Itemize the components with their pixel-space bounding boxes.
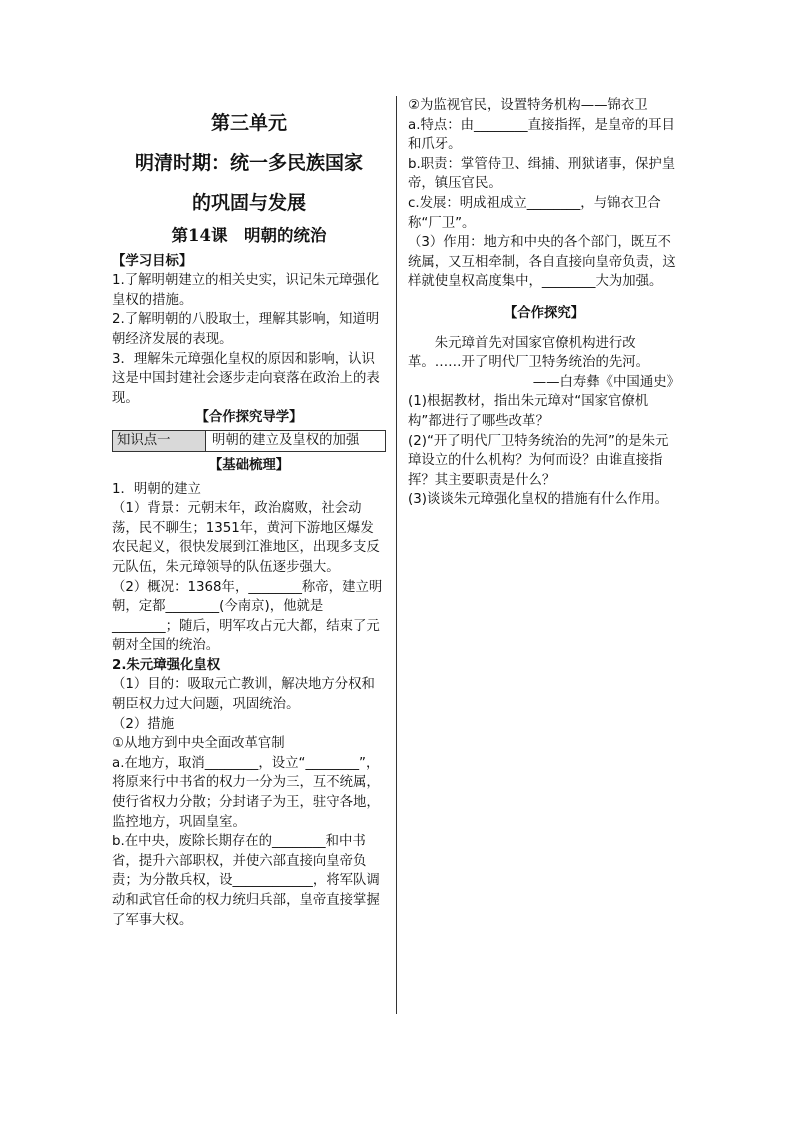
left-column [112, 96, 386, 930]
body-paragraph: 1．明朝的建立 [112, 481, 201, 497]
explore-question: (3)谈谈朱元璋强化皇权的措施有什么作用。 [408, 492, 668, 508]
goal-item: 3．理解朱元璋强化皇权的原因和影响，认识这是中国封建社会逐步走向衰落在政治上的表现。 [112, 351, 380, 406]
goals-heading: 【学习目标】 [112, 253, 193, 269]
lesson-title: 第14课 明朝的统治 [171, 226, 327, 245]
body-paragraph: （2）措施 [112, 716, 175, 732]
body-paragraph: （3）作用：地方和中央的各个部门，既互不统属，又互相牵制，各自直接向皇帝负责，这样就使皇权高度集中，________大为加强。 [408, 235, 676, 290]
main-title-line1: 明清时期：统一多民族国家 [134, 152, 363, 174]
body-paragraph: 2.朱元璋强化皇权 [112, 657, 221, 673]
unit-title: 第三单元 [210, 112, 287, 134]
body-paragraph: a.特点：由________直接指挥，是皇帝的耳目和爪牙。 [408, 117, 675, 153]
explore-question: (2)“开了明代厂卫特务统治的先河”的是朱元璋设立的什么机构？为何而设？由谁直接指挥？其主要职责是什么？ [408, 433, 669, 488]
guide-heading: 【合作探究导学】 [195, 410, 303, 426]
knowledge-point-text: 明朝的建立及皇权的加强 [212, 433, 360, 449]
explore-question: (1)根据教材，指出朱元璋对“国家官僚机构”都进行了哪些改革？ [408, 394, 649, 429]
explore-source: ——白寿彝《中国通史》 [532, 374, 680, 390]
knowledge-point-tag: 知识点一 [113, 431, 206, 451]
basics-heading: 【基础梳理】 [208, 457, 290, 473]
body-paragraph: ②为监视官民，设置特务机构——锦衣卫 [408, 98, 648, 113]
body-paragraph: （1）目的：吸取元亡教训，解决地方分权和朝臣权力过大问题，巩固统治。 [112, 677, 375, 713]
body-paragraph: （2）概况：1368年，________称帝，建立明朝，定都________(今南京)，他就是________；随后，明军攻占元大都，结束了元朝对全国的统治。 [112, 579, 383, 654]
column-divider [396, 96, 397, 1014]
right-column [408, 96, 680, 510]
body-paragraph: b.在中央，废除长期存在的________和中书省，提升六部职权，并使六部直接向皇帝负责；为分散兵权，设____________，将军队调动和武官任命的权力统归兵部，皇帝直接掌握了军事大权。 [112, 834, 380, 928]
body-paragraph: c.发展：明成祖成立________，与锦衣卫合称“厂卫”。 [408, 195, 661, 231]
main-title-line2: 的巩固与发展 [191, 192, 306, 214]
goal-item: 2.了解明朝的八股取士，理解其影响，知道明朝经济发展的表现。 [112, 312, 380, 347]
body-paragraph: ①从地方到中央全面改革官制 [112, 736, 285, 752]
body-paragraph: b.职责：掌管侍卫、缉捕、刑狱诸事，保护皇帝，镇压官民。 [408, 156, 676, 192]
goal-item: 1.了解明朝建立的相关史实，识记朱元璋强化皇权的措施。 [112, 273, 380, 308]
body-paragraph: a.在地方，取消________，设立“________”，将原来行中书省的权力一分为三，互不统属，使行省权力分散；分封诸子为王，驻守各地，监控地方，巩固皇室。 [112, 755, 380, 830]
explore-heading: 【合作探究】 [503, 305, 585, 321]
body-paragraph: （1）背景：元朝末年，政治腐败，社会动荡，民不聊生；1351年，黄河下游地区爆发农民起义，很快发展到江淮地区，出现多支反元队伍，朱元璋领导的队伍逐步强大。 [112, 501, 380, 575]
explore-quote: 朱元璋首先对国家官僚机构进行改革。……开了明代厂卫特务统治的先河。 [408, 335, 650, 371]
knowledge-point-box [112, 430, 386, 452]
